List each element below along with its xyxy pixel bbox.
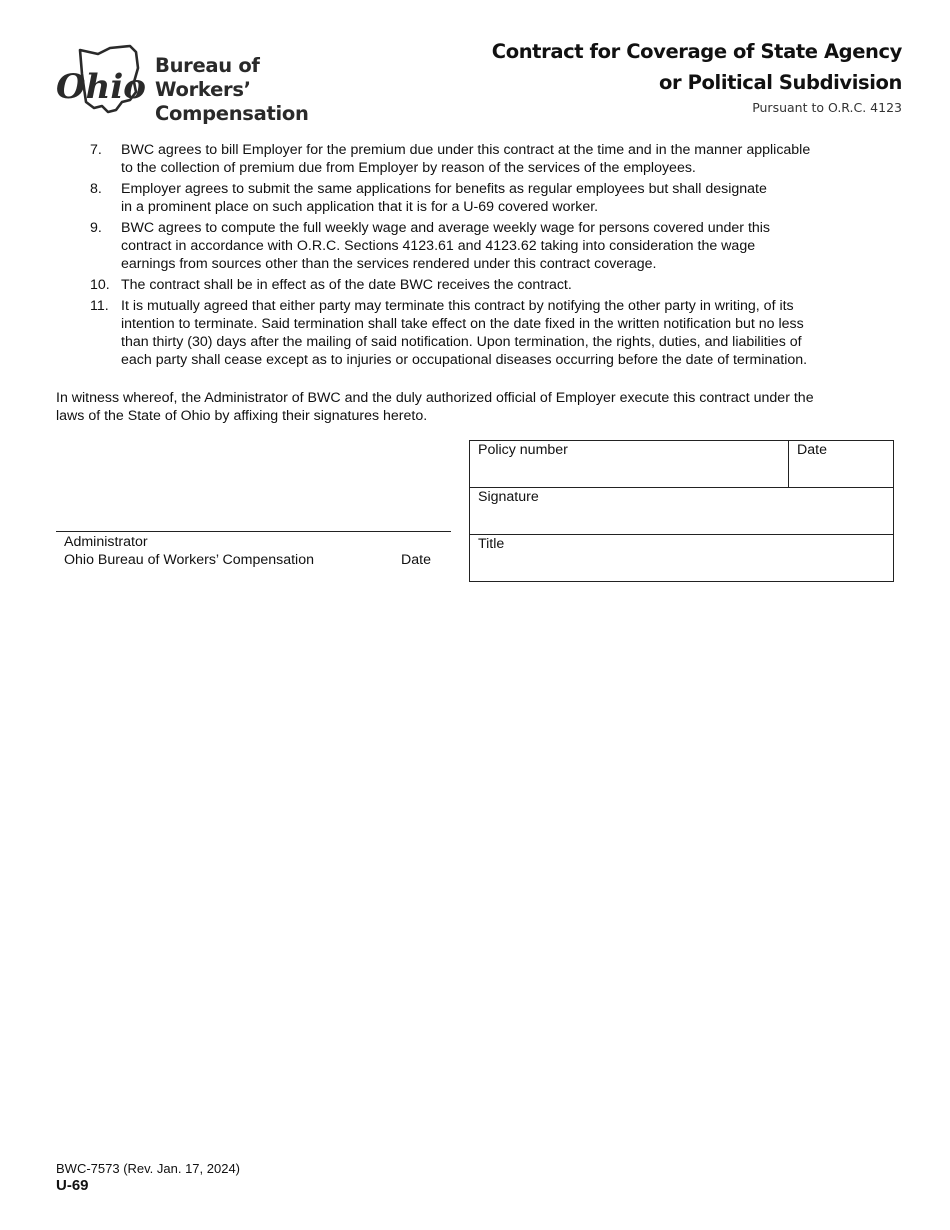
term-number: 9. <box>90 220 102 236</box>
employer-signature-field[interactable] <box>470 488 894 535</box>
term-text-line: BWC agrees to bill Employer for the premium due under this contract at the time and in the manner applicable <box>121 142 811 158</box>
employer-date-field[interactable] <box>789 441 894 488</box>
term-item <box>90 141 880 177</box>
term-text-line: in a prominent place on such application that it is for a U-69 covered worker. <box>121 199 599 215</box>
term-item <box>90 180 880 216</box>
ohio-script-word: Ohio <box>56 67 146 107</box>
form-footer <box>56 1160 240 1194</box>
term-text-line: each party shall cease except as to injuries or occupational diseases occurring before the date of termination. <box>121 352 808 368</box>
term-text-line: BWC agrees to compute the full weekly wage and average weekly wage for persons covered under this <box>121 220 771 236</box>
terms-list <box>90 141 880 372</box>
logo-org-name <box>155 54 355 126</box>
term-text-line: The contract shall be in effect as of the date BWC receives the contract. <box>121 277 572 293</box>
administrator-date-label: Date <box>401 552 431 568</box>
term-text-line: intention to terminate. Said termination shall take effect on the date fixed in the written notification but no less <box>121 316 804 332</box>
form-revision: BWC-7573 (Rev. Jan. 17, 2024) <box>56 1161 241 1176</box>
logo-org-line1: Bureau of Workers’ <box>155 54 260 101</box>
term-text-line: earnings from sources other than the services rendered under this contract coverage. <box>121 256 657 272</box>
witness-line1: In witness whereof, the Administrator of BWC and the duly authorized official of Employer execute this contract under the <box>56 390 814 406</box>
term-text-line: It is mutually agreed that either party may terminate this contract by notifying the other party in writing, of its <box>121 298 794 314</box>
witness-line2: laws of the State of Ohio by affixing their signatures hereto. <box>56 408 428 424</box>
employer-signature-label: Signature <box>478 489 539 505</box>
term-number: 8. <box>90 181 102 197</box>
employer-title-label: Title <box>478 536 505 552</box>
employer-date-label: Date <box>797 442 827 458</box>
term-text-line: contract in accordance with O.R.C. Sections 4123.61 and 4123.62 taking into consideration the wage <box>121 238 756 254</box>
form-title-line1: Contract for Coverage of State Agency <box>491 40 902 63</box>
policy-number-field[interactable] <box>470 441 789 488</box>
administrator-signature-line[interactable] <box>56 531 451 569</box>
form-title-line2: or Political Subdivision <box>659 71 902 94</box>
term-text-line: than thirty (30) days after the mailing of said notification. Upon termination, the rights, duties, and liabilities of <box>121 334 802 350</box>
bwc-logo <box>50 40 355 125</box>
form-subtitle: Pursuant to O.R.C. 4123 <box>752 100 902 115</box>
administrator-title: Administrator <box>64 534 148 550</box>
employer-title-field[interactable] <box>470 535 894 582</box>
ohio-state-outline-icon <box>50 40 160 118</box>
administrator-org: Ohio Bureau of Workers’ Compensation <box>64 552 314 568</box>
employer-signature-table <box>469 440 894 582</box>
term-item <box>90 276 880 294</box>
term-number: 11. <box>90 298 109 314</box>
term-number: 10. <box>90 277 110 293</box>
witness-paragraph <box>56 389 898 425</box>
logo-org-line2: Compensation <box>155 102 309 125</box>
term-item <box>90 219 880 273</box>
term-text-line: Employer agrees to submit the same applications for benefits as regular employees but shall designate <box>121 181 767 197</box>
policy-number-label: Policy number <box>478 442 568 458</box>
form-header <box>492 36 902 115</box>
term-number: 7. <box>90 142 102 158</box>
administrator-org-row <box>56 551 451 569</box>
term-text-line: to the collection of premium due from Employer by reason of the services of the employees. <box>121 160 696 176</box>
term-item <box>90 297 880 369</box>
form-code: U-69 <box>56 1177 89 1194</box>
